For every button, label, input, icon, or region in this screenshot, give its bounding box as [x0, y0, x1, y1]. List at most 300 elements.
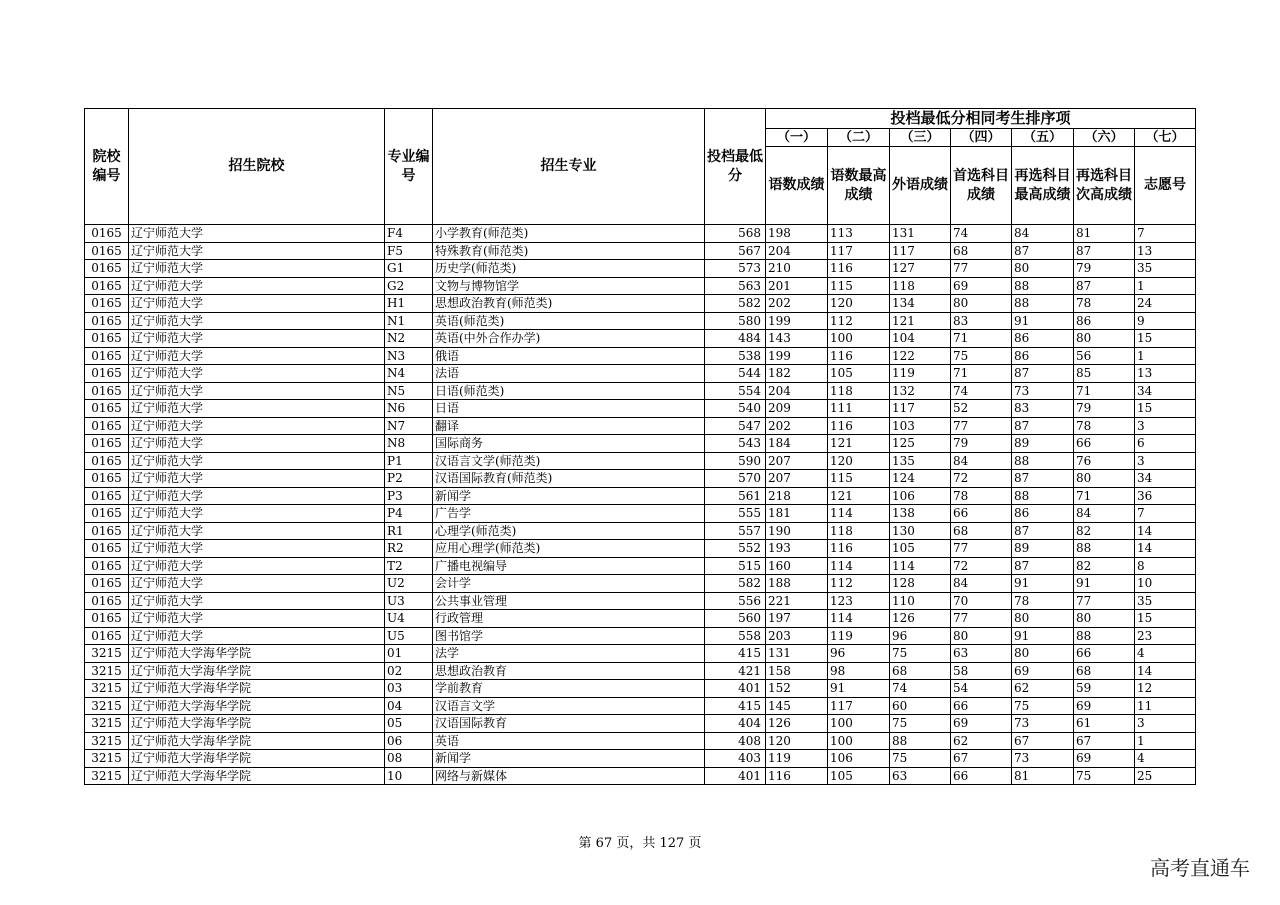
- table-row: [85, 487, 1196, 505]
- table-cell: 87: [1012, 365, 1074, 383]
- table-cell: 91: [1074, 575, 1135, 593]
- table-cell: 08: [385, 750, 433, 768]
- table-cell: 86: [1074, 312, 1135, 330]
- table-cell: 114: [828, 505, 890, 523]
- table-cell: 75: [890, 645, 951, 663]
- table-cell: 59: [1074, 680, 1135, 698]
- table-cell: 1: [1135, 277, 1196, 295]
- table-cell: 218: [766, 487, 828, 505]
- table-cell: 24: [1135, 295, 1196, 313]
- table-cell: 203: [766, 627, 828, 645]
- table-row: [85, 312, 1196, 330]
- table-cell: 63: [890, 767, 951, 785]
- table-cell: 辽宁师范大学: [129, 575, 385, 593]
- table-cell: 126: [766, 715, 828, 733]
- table-cell: 181: [766, 505, 828, 523]
- table-cell: 0165: [85, 312, 129, 330]
- table-cell: 89: [1012, 435, 1074, 453]
- table-cell: 119: [890, 365, 951, 383]
- table-cell: 12: [1135, 680, 1196, 698]
- table-cell: 英语(师范类): [433, 312, 705, 330]
- table-cell: 13: [1135, 242, 1196, 260]
- table-cell: 68: [1074, 662, 1135, 680]
- table-cell: 557: [705, 522, 766, 540]
- table-cell: 69: [1074, 750, 1135, 768]
- table-cell: 145: [766, 697, 828, 715]
- table-cell: 74: [951, 382, 1012, 400]
- table-cell: 126: [890, 610, 951, 628]
- table-cell: 118: [890, 277, 951, 295]
- header-sub: 首选科目成绩: [951, 147, 1012, 225]
- table-cell: 行政管理: [433, 610, 705, 628]
- table-cell: 05: [385, 715, 433, 733]
- table-cell: 68: [951, 522, 1012, 540]
- table-cell: 60: [890, 697, 951, 715]
- table-cell: 辽宁师范大学: [129, 505, 385, 523]
- table-cell: 567: [705, 242, 766, 260]
- table-cell: 汉语国际教育(师范类): [433, 470, 705, 488]
- table-body: [85, 225, 1196, 785]
- table-row: [85, 662, 1196, 680]
- table-cell: 111: [828, 400, 890, 418]
- table-cell: U3: [385, 592, 433, 610]
- table-cell: 160: [766, 557, 828, 575]
- table-cell: 10: [385, 767, 433, 785]
- table-cell: 80: [951, 295, 1012, 313]
- table-cell: P2: [385, 470, 433, 488]
- table-cell: P3: [385, 487, 433, 505]
- table-cell: 会计学: [433, 575, 705, 593]
- table-cell: 182: [766, 365, 828, 383]
- table-cell: 582: [705, 575, 766, 593]
- table-cell: 66: [1074, 435, 1135, 453]
- table-cell: 120: [828, 452, 890, 470]
- table-cell: 辽宁师范大学: [129, 435, 385, 453]
- table-cell: 80: [1074, 330, 1135, 348]
- table-cell: 0165: [85, 365, 129, 383]
- table-cell: G2: [385, 277, 433, 295]
- table-cell: 132: [890, 382, 951, 400]
- table-cell: 35: [1135, 260, 1196, 278]
- table-row: [85, 505, 1196, 523]
- table-cell: 75: [1074, 767, 1135, 785]
- table-cell: 15: [1135, 400, 1196, 418]
- table-cell: 88: [1074, 540, 1135, 558]
- table-cell: 06: [385, 732, 433, 750]
- header-sub: 志愿号: [1135, 147, 1196, 225]
- table-cell: 0165: [85, 242, 129, 260]
- table-cell: 0165: [85, 295, 129, 313]
- table-cell: 209: [766, 400, 828, 418]
- table-cell: 79: [951, 435, 1012, 453]
- table-cell: 555: [705, 505, 766, 523]
- table-cell: 特殊教育(师范类): [433, 242, 705, 260]
- table-cell: 1: [1135, 732, 1196, 750]
- table-cell: 106: [828, 750, 890, 768]
- table-cell: N4: [385, 365, 433, 383]
- table-cell: 88: [1012, 487, 1074, 505]
- table-cell: 36: [1135, 487, 1196, 505]
- table-cell: 570: [705, 470, 766, 488]
- table-cell: 127: [890, 260, 951, 278]
- table-cell: 34: [1135, 470, 1196, 488]
- header-seq: （三）: [890, 129, 951, 147]
- table-cell: 广播电视编导: [433, 557, 705, 575]
- table-cell: 63: [951, 645, 1012, 663]
- table-cell: 8: [1135, 557, 1196, 575]
- table-cell: 119: [766, 750, 828, 768]
- table-cell: 87: [1012, 470, 1074, 488]
- table-cell: N2: [385, 330, 433, 348]
- table-cell: 116: [766, 767, 828, 785]
- table-cell: U5: [385, 627, 433, 645]
- table-cell: 35: [1135, 592, 1196, 610]
- table-cell: 77: [951, 260, 1012, 278]
- table-cell: 0165: [85, 470, 129, 488]
- table-cell: 403: [705, 750, 766, 768]
- table-cell: 0165: [85, 347, 129, 365]
- table-cell: 辽宁师范大学: [129, 260, 385, 278]
- table-cell: 80: [1012, 260, 1074, 278]
- table-cell: 3: [1135, 452, 1196, 470]
- table-cell: 76: [1074, 452, 1135, 470]
- table-cell: 88: [1012, 277, 1074, 295]
- table-cell: F5: [385, 242, 433, 260]
- table-cell: 96: [828, 645, 890, 663]
- watermark: 高考直通车: [1150, 856, 1250, 880]
- table-cell: 小学教育(师范类): [433, 225, 705, 243]
- table-cell: 130: [890, 522, 951, 540]
- table-cell: 34: [1135, 382, 1196, 400]
- table-cell: 新闻学: [433, 750, 705, 768]
- table-cell: 汉语言文学(师范类): [433, 452, 705, 470]
- table-cell: 0165: [85, 417, 129, 435]
- table-cell: 103: [890, 417, 951, 435]
- table-cell: 66: [951, 697, 1012, 715]
- table-cell: 87: [1074, 242, 1135, 260]
- table-cell: 88: [1012, 295, 1074, 313]
- table-cell: 翻译: [433, 417, 705, 435]
- table-row: [85, 627, 1196, 645]
- table-cell: 199: [766, 312, 828, 330]
- header-school-code: 院校编号: [85, 109, 129, 225]
- table-cell: N8: [385, 435, 433, 453]
- table-cell: 80: [1074, 470, 1135, 488]
- header-sub: 再选科目最高成绩: [1012, 147, 1074, 225]
- table-cell: 辽宁师范大学: [129, 365, 385, 383]
- table-row: [85, 295, 1196, 313]
- table-cell: F4: [385, 225, 433, 243]
- table-cell: 0165: [85, 452, 129, 470]
- header-seq: （五）: [1012, 129, 1074, 147]
- table-row: [85, 610, 1196, 628]
- table-cell: 87: [1012, 417, 1074, 435]
- table-cell: 80: [1012, 610, 1074, 628]
- table-cell: 辽宁师范大学: [129, 295, 385, 313]
- table-cell: 421: [705, 662, 766, 680]
- table-cell: 560: [705, 610, 766, 628]
- table-row: [85, 522, 1196, 540]
- table-cell: 69: [951, 715, 1012, 733]
- table-cell: 新闻学: [433, 487, 705, 505]
- table-cell: 105: [828, 767, 890, 785]
- table-cell: 204: [766, 242, 828, 260]
- admission-score-table: [84, 108, 1196, 785]
- table-cell: 207: [766, 452, 828, 470]
- table-cell: 74: [890, 680, 951, 698]
- table-cell: 78: [1074, 417, 1135, 435]
- table-cell: 135: [890, 452, 951, 470]
- table-cell: 法语: [433, 365, 705, 383]
- table-cell: 96: [890, 627, 951, 645]
- table-cell: 547: [705, 417, 766, 435]
- table-cell: 128: [890, 575, 951, 593]
- table-cell: 4: [1135, 750, 1196, 768]
- table-cell: 134: [890, 295, 951, 313]
- table-cell: 0165: [85, 400, 129, 418]
- table-cell: 4: [1135, 645, 1196, 663]
- table-cell: 0165: [85, 575, 129, 593]
- table-row: [85, 242, 1196, 260]
- header-sort-group: 投档最低分相同考生排序项: [766, 109, 1196, 129]
- table-row: [85, 697, 1196, 715]
- table-cell: 23: [1135, 627, 1196, 645]
- table-cell: 辽宁师范大学: [129, 347, 385, 365]
- table-cell: 199: [766, 347, 828, 365]
- table-cell: 221: [766, 592, 828, 610]
- table-cell: 71: [1074, 382, 1135, 400]
- table-cell: 120: [766, 732, 828, 750]
- table-cell: 辽宁师范大学: [129, 487, 385, 505]
- table-cell: 115: [828, 277, 890, 295]
- table-cell: 国际商务: [433, 435, 705, 453]
- table-cell: 204: [766, 382, 828, 400]
- table-cell: 91: [1012, 627, 1074, 645]
- table-cell: 117: [828, 697, 890, 715]
- table-cell: 文物与博物馆学: [433, 277, 705, 295]
- table-cell: 英语: [433, 732, 705, 750]
- table-cell: 75: [890, 750, 951, 768]
- table-row: [85, 330, 1196, 348]
- table-cell: 401: [705, 680, 766, 698]
- table-cell: 0165: [85, 627, 129, 645]
- table-cell: 66: [1074, 645, 1135, 663]
- table-cell: 68: [890, 662, 951, 680]
- table-cell: 121: [890, 312, 951, 330]
- table-row: [85, 400, 1196, 418]
- table-row: [85, 452, 1196, 470]
- table-cell: 86: [1012, 347, 1074, 365]
- table-cell: R2: [385, 540, 433, 558]
- table-cell: 77: [951, 610, 1012, 628]
- table-cell: 116: [828, 540, 890, 558]
- table-cell: 138: [890, 505, 951, 523]
- table-cell: 80: [1012, 645, 1074, 663]
- table-cell: 114: [890, 557, 951, 575]
- table-cell: 117: [890, 400, 951, 418]
- table-cell: 73: [1012, 382, 1074, 400]
- table-cell: 66: [951, 767, 1012, 785]
- table-cell: 3215: [85, 645, 129, 663]
- table-cell: 3: [1135, 715, 1196, 733]
- table-cell: 辽宁师范大学: [129, 522, 385, 540]
- header-school-name: 招生院校: [129, 109, 385, 225]
- table-cell: 7: [1135, 225, 1196, 243]
- table-cell: 123: [828, 592, 890, 610]
- table-cell: 112: [828, 575, 890, 593]
- table-cell: G1: [385, 260, 433, 278]
- table-cell: 202: [766, 417, 828, 435]
- table-cell: U4: [385, 610, 433, 628]
- table-cell: R1: [385, 522, 433, 540]
- table-cell: 辽宁师范大学: [129, 242, 385, 260]
- table-cell: 77: [951, 540, 1012, 558]
- table-cell: 401: [705, 767, 766, 785]
- table-cell: 124: [890, 470, 951, 488]
- table-cell: 03: [385, 680, 433, 698]
- header-sub: 外语成绩: [890, 147, 951, 225]
- table-cell: 561: [705, 487, 766, 505]
- table-cell: 198: [766, 225, 828, 243]
- table-cell: 86: [1012, 505, 1074, 523]
- table-cell: 7: [1135, 505, 1196, 523]
- table-cell: 84: [951, 575, 1012, 593]
- table-cell: 580: [705, 312, 766, 330]
- table-cell: 法学: [433, 645, 705, 663]
- table-row: [85, 365, 1196, 383]
- table-cell: 15: [1135, 610, 1196, 628]
- table-cell: 68: [951, 242, 1012, 260]
- table-cell: 0165: [85, 225, 129, 243]
- table-cell: 113: [828, 225, 890, 243]
- table-cell: 91: [1012, 575, 1074, 593]
- header-sub: 再选科目次高成绩: [1074, 147, 1135, 225]
- table-cell: 辽宁师范大学海华学院: [129, 697, 385, 715]
- table-cell: 汉语言文学: [433, 697, 705, 715]
- table-cell: 14: [1135, 662, 1196, 680]
- table-cell: 心理学(师范类): [433, 522, 705, 540]
- table-cell: 404: [705, 715, 766, 733]
- table-cell: 3215: [85, 732, 129, 750]
- table-cell: 英语(中外合作办学): [433, 330, 705, 348]
- table-cell: P4: [385, 505, 433, 523]
- table-cell: 88: [1012, 452, 1074, 470]
- table-cell: 82: [1074, 557, 1135, 575]
- table-cell: 112: [828, 312, 890, 330]
- table-cell: 62: [1012, 680, 1074, 698]
- table-cell: 573: [705, 260, 766, 278]
- table-cell: 辽宁师范大学: [129, 225, 385, 243]
- table-cell: 131: [766, 645, 828, 663]
- table-cell: 83: [1012, 400, 1074, 418]
- table-cell: 190: [766, 522, 828, 540]
- table-cell: 515: [705, 557, 766, 575]
- table-cell: 67: [1074, 732, 1135, 750]
- table-cell: 0165: [85, 540, 129, 558]
- table-cell: 100: [828, 732, 890, 750]
- table-cell: 152: [766, 680, 828, 698]
- table-cell: 1: [1135, 347, 1196, 365]
- table-cell: 125: [890, 435, 951, 453]
- table-cell: 71: [951, 365, 1012, 383]
- table-cell: 辽宁师范大学: [129, 277, 385, 295]
- table-cell: 3215: [85, 767, 129, 785]
- table-cell: 84: [951, 452, 1012, 470]
- table-cell: 552: [705, 540, 766, 558]
- header-seq: （四）: [951, 129, 1012, 147]
- table-cell: 210: [766, 260, 828, 278]
- header-major-name: 招生专业: [433, 109, 705, 225]
- table-cell: 14: [1135, 522, 1196, 540]
- table-cell: 辽宁师范大学海华学院: [129, 715, 385, 733]
- table-cell: 0165: [85, 260, 129, 278]
- table-row: [85, 732, 1196, 750]
- table-cell: 84: [1012, 225, 1074, 243]
- table-row: [85, 417, 1196, 435]
- table-cell: 网络与新媒体: [433, 767, 705, 785]
- table-cell: 86: [1012, 330, 1074, 348]
- table-cell: 辽宁师范大学: [129, 540, 385, 558]
- table-cell: 82: [1074, 522, 1135, 540]
- table-cell: 0165: [85, 277, 129, 295]
- table-cell: 辽宁师范大学: [129, 557, 385, 575]
- table-row: [85, 645, 1196, 663]
- table-cell: 辽宁师范大学: [129, 312, 385, 330]
- table-cell: 117: [828, 242, 890, 260]
- table-cell: 广告学: [433, 505, 705, 523]
- table-cell: 106: [890, 487, 951, 505]
- table-cell: 119: [828, 627, 890, 645]
- table-cell: 115: [828, 470, 890, 488]
- table-cell: 114: [828, 557, 890, 575]
- table-cell: 77: [1074, 592, 1135, 610]
- table-cell: 图书馆学: [433, 627, 705, 645]
- table-cell: 0165: [85, 330, 129, 348]
- table-cell: 88: [890, 732, 951, 750]
- table-cell: H1: [385, 295, 433, 313]
- table-row: [85, 260, 1196, 278]
- table-cell: 80: [1074, 610, 1135, 628]
- table-row: [85, 715, 1196, 733]
- table-cell: 辽宁师范大学海华学院: [129, 750, 385, 768]
- table-cell: 100: [828, 715, 890, 733]
- table-cell: 568: [705, 225, 766, 243]
- table-cell: 辽宁师范大学: [129, 610, 385, 628]
- table-cell: N7: [385, 417, 433, 435]
- table-cell: 3: [1135, 417, 1196, 435]
- table-cell: 0165: [85, 610, 129, 628]
- table-cell: 辽宁师范大学: [129, 452, 385, 470]
- table-cell: 81: [1074, 225, 1135, 243]
- table-cell: 13: [1135, 365, 1196, 383]
- table-cell: 87: [1012, 242, 1074, 260]
- table-cell: 120: [828, 295, 890, 313]
- table-cell: 66: [951, 505, 1012, 523]
- table-cell: 9: [1135, 312, 1196, 330]
- page-footer: 第 67 页，共 127 页: [578, 836, 702, 851]
- table-cell: 日语(师范类): [433, 382, 705, 400]
- table-cell: 79: [1074, 400, 1135, 418]
- table-cell: 辽宁师范大学: [129, 627, 385, 645]
- table-cell: 73: [1012, 715, 1074, 733]
- table-cell: 590: [705, 452, 766, 470]
- table-cell: 04: [385, 697, 433, 715]
- table-cell: N1: [385, 312, 433, 330]
- table-cell: 辽宁师范大学: [129, 470, 385, 488]
- table-cell: 71: [951, 330, 1012, 348]
- table-cell: 116: [828, 260, 890, 278]
- header-seq: （一）: [766, 129, 828, 147]
